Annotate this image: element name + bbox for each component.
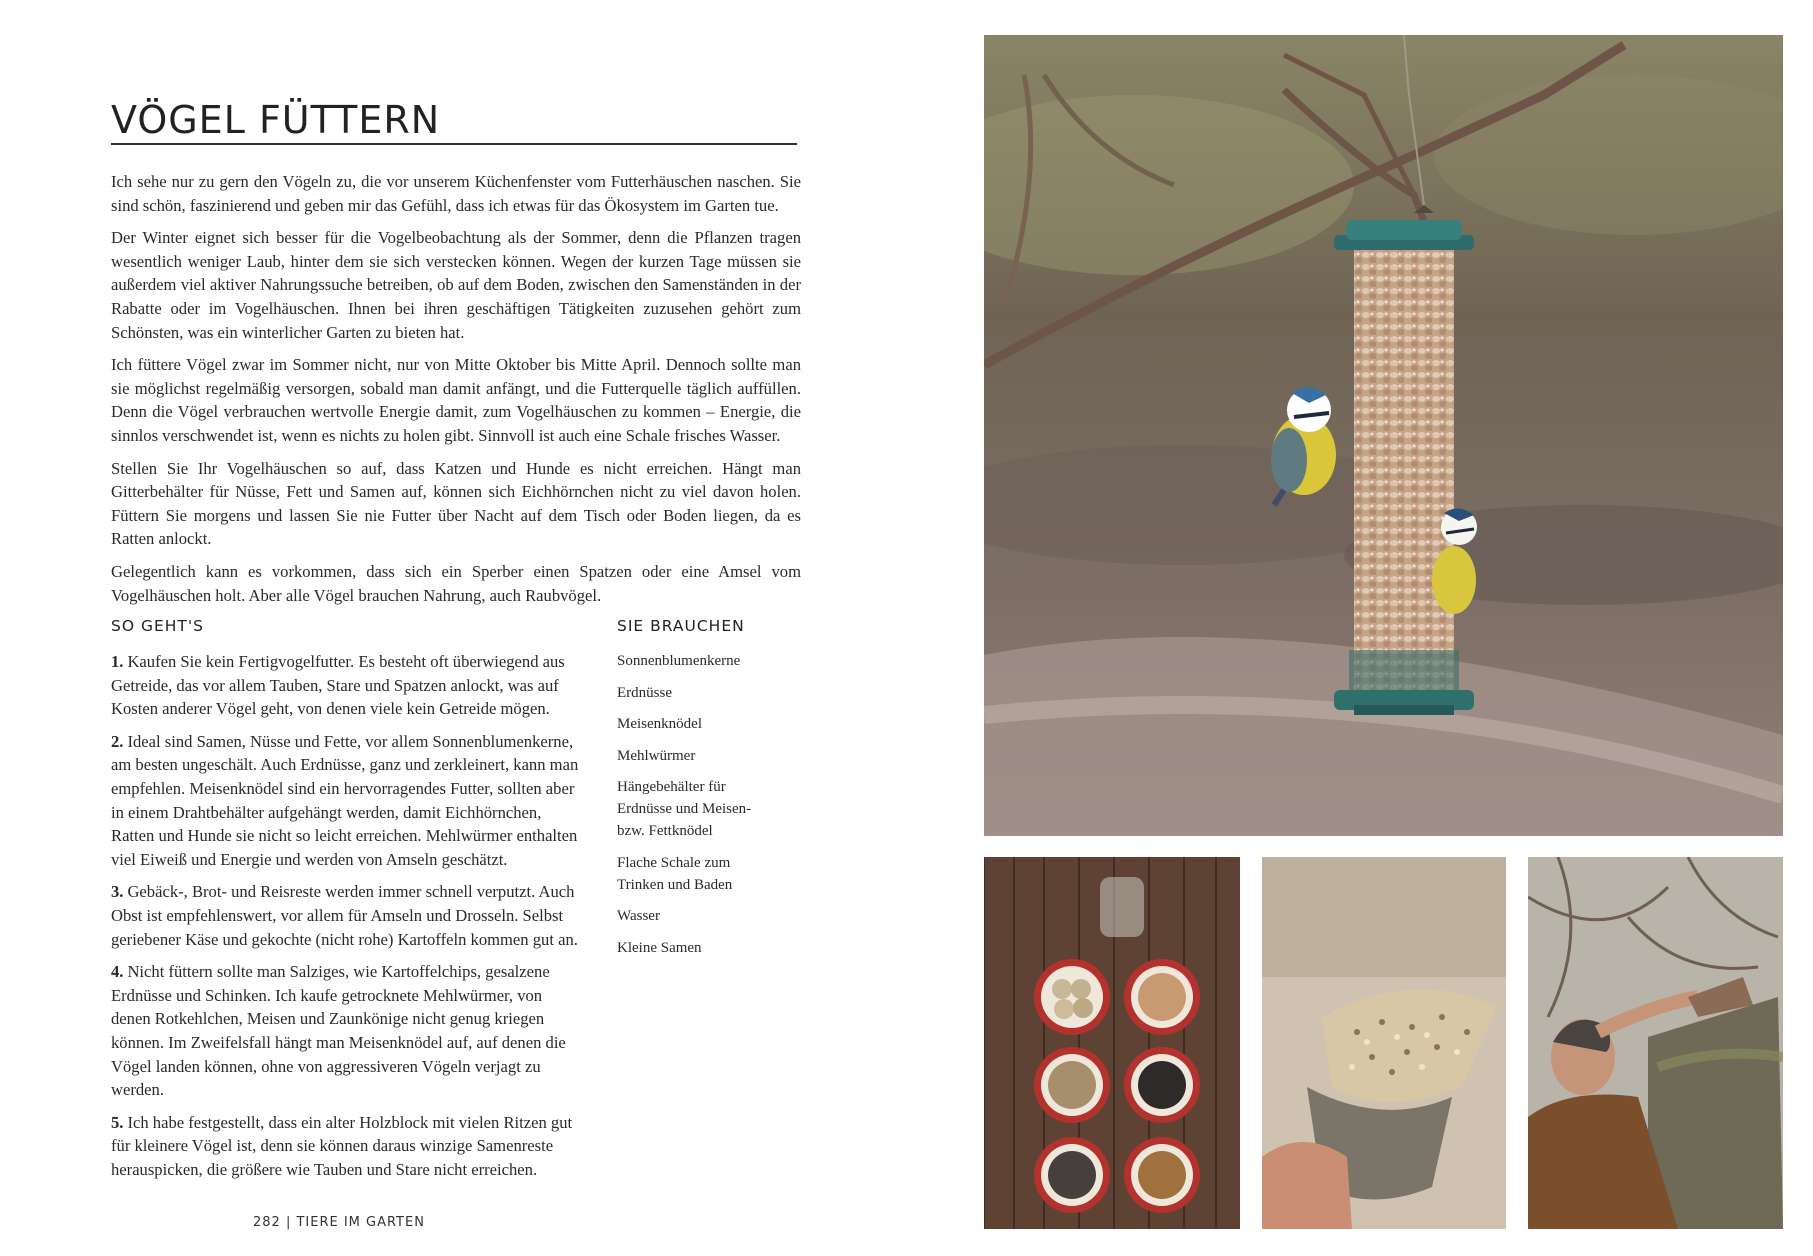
needs-item: Meisenknödel: [617, 716, 702, 732]
intro-paragraph: Der Winter eignet sich besser für die Vogelbeobachtung als der Sommer, denn die Pflanzen tragen wesentlich weniger Laub, hinter dem sie sich verstecken können. Wegen der kurzen Tage müssen sie außerdem viel aktiver Nahrungssuche betreiben, ob auf dem Boden, zwischen den Samenständen in der Rabatte oder im Vogelhäuschen. Ihnen bei ihren geschäftigen Tätigkeiten zuzusehen gehört zum Schönsten, was ein winterlicher Garten zu bieten hat.: [111, 228, 801, 342]
food-bowls-photo: [984, 857, 1240, 1229]
howto-step: [111, 730, 583, 872]
step-text: Kaufen Sie kein Fertigvogelfutter. Es besteht oft überwiegend aus Getreide, das vor allem Tauben, Stare und Spatzen anlockt, was auf Kosten anderer Vögel geht, von denen viele kein Getreide mögen.: [111, 652, 565, 719]
howto-step: [111, 880, 583, 951]
needs-item: Mehlwürmer: [617, 747, 696, 764]
bowl-sunflower-seeds: [1034, 1137, 1110, 1213]
title-rule: [111, 143, 797, 145]
bowl-seeds: [1034, 1047, 1110, 1123]
howto-step: [111, 650, 583, 721]
step-number: 4.: [111, 962, 124, 982]
bowl-black-seeds: [1124, 1047, 1200, 1123]
step-number: 3.: [111, 882, 124, 902]
step-number: 1.: [111, 652, 124, 671]
intro-paragraph: Ich sehe nur zu gern den Vögeln zu, die vor unserem Küchenfenster vom Futterhäuschen naschen. Sie sind schön, faszinierend und geben mir das Gefühl, dass ich etwas für das Ökosystem im Garten tue.: [111, 172, 801, 215]
gardener-photo: [1528, 857, 1783, 1229]
bowl-mealworms: [1124, 1137, 1200, 1213]
seed-scoop-photo: [1262, 857, 1506, 1229]
step-text: Ideal sind Samen, Nüsse und Fette, vor allem Sonnenblumenkerne, am besten ungeschält. Auch Erdnüsse, ganz und zerkleinert, kann man empfehlen. Meisenknödel sind ein hervorragendes Futter, sollten aber in einem Drahtbehälter aufgehängt werden, damit Eichhörnchen, Ratten und Hunde sie nicht so leicht erreichen. Mehlwürmer enthalten viel Eiweiß und Energie und werden von Amseln geschätzt.: [111, 731, 579, 869]
needs-item: Flache Schale zum Trinken und Baden: [617, 854, 733, 893]
bowl-fat-balls: [1034, 959, 1110, 1035]
step-number: 2.: [111, 731, 124, 751]
bird-feeder-photo: [984, 35, 1783, 836]
needs-heading: SIE BRAUCHEN: [617, 617, 745, 635]
needs-item: Wasser: [617, 908, 660, 924]
step-text: Nicht füttern sollte man Salziges, wie Kartoffelchips, gesalzene Erdnüsse und Schinken. Ich kaufe getrocknete Mehlwürmer, von denen Rotkehlchen, Meisen und Zaunkönige nicht genug kriegen können. Im Zweifelsfall hängt man Meisenknödel auf, auf denen die Vögel landen können, ohne von aggressiveren Vögeln verjagt zu werden.: [111, 962, 566, 1100]
intro-paragraph: Ich füttere Vögel zwar im Sommer nicht, nur von Mitte Oktober bis Mitte April. Dennoch sollte man sie möglichst regelmäßig versorgen, sobald man damit anfängt, und die Futterquelle täglich auffüllen. Denn die Vögel verbrauchen wertvolle Energie damit, zum Vogelhäuschen zu kommen – Energie, die sinnlos verschwendet ist, wenn es nichts zu holen gibt. Sinnvoll ist auch eine Schale frisches Wasser.: [111, 355, 801, 445]
intro-paragraph: Gelegentlich kann es vorkommen, dass sich ein Sperber einen Spatzen oder eine Amsel vom Vogelhäuschen holt. Aber alle Vögel brauchen Nahrung, auch Raubvögel.: [111, 561, 801, 605]
needs-item: Erdnüsse: [617, 684, 672, 701]
page-footer: 282 | TIERE IM GARTEN: [253, 1215, 425, 1230]
page-title: VÖGEL FÜTTERN: [111, 98, 441, 142]
howto-step: [111, 960, 583, 1102]
needs-list: [617, 650, 777, 968]
howto-heading: SO GEHT'S: [111, 617, 204, 635]
howto-step: [111, 1111, 583, 1182]
intro-text: [111, 170, 801, 616]
needs-item: Sonnenblumenkerne: [617, 653, 741, 669]
needs-item: Kleine Samen: [617, 939, 702, 956]
intro-paragraph: Stellen Sie Ihr Vogelhäuschen so auf, dass Katzen und Hunde es nicht erreichen. Hängt man Gitterbehälter für Nüsse, Fett und Samen auf, können sich Eichhörnchen nicht zu viel davon holen. Füttern Sie morgens und lassen Sie nie Futter über Nacht auf dem Tisch oder Boden liegen, da es Ratten anlockt.: [111, 458, 801, 549]
step-text: Gebäck-, Brot- und Reisreste werden immer schnell verputzt. Auch Obst ist empfehlenswert, vor allem für Amseln und Drosseln. Selbst geriebener Käse und gekochte (nicht rohe) Kartoffeln kommen gut an.: [111, 882, 578, 949]
bowl-peanuts: [1124, 959, 1200, 1035]
step-text: Ich habe festgestellt, dass ein alter Holzblock mit vielen Ritzen gut für kleinere Vögel ist, denn sie können daraus winzige Samenreste herauspicken, die größere wie Tauben und Stare nicht erreichen.: [111, 1112, 573, 1179]
howto-steps: [111, 650, 583, 1190]
needs-item: Hängebehälter für Erdnüsse und Meisen- bzw. Fettknödel: [617, 779, 752, 839]
step-number: 5.: [111, 1112, 124, 1132]
